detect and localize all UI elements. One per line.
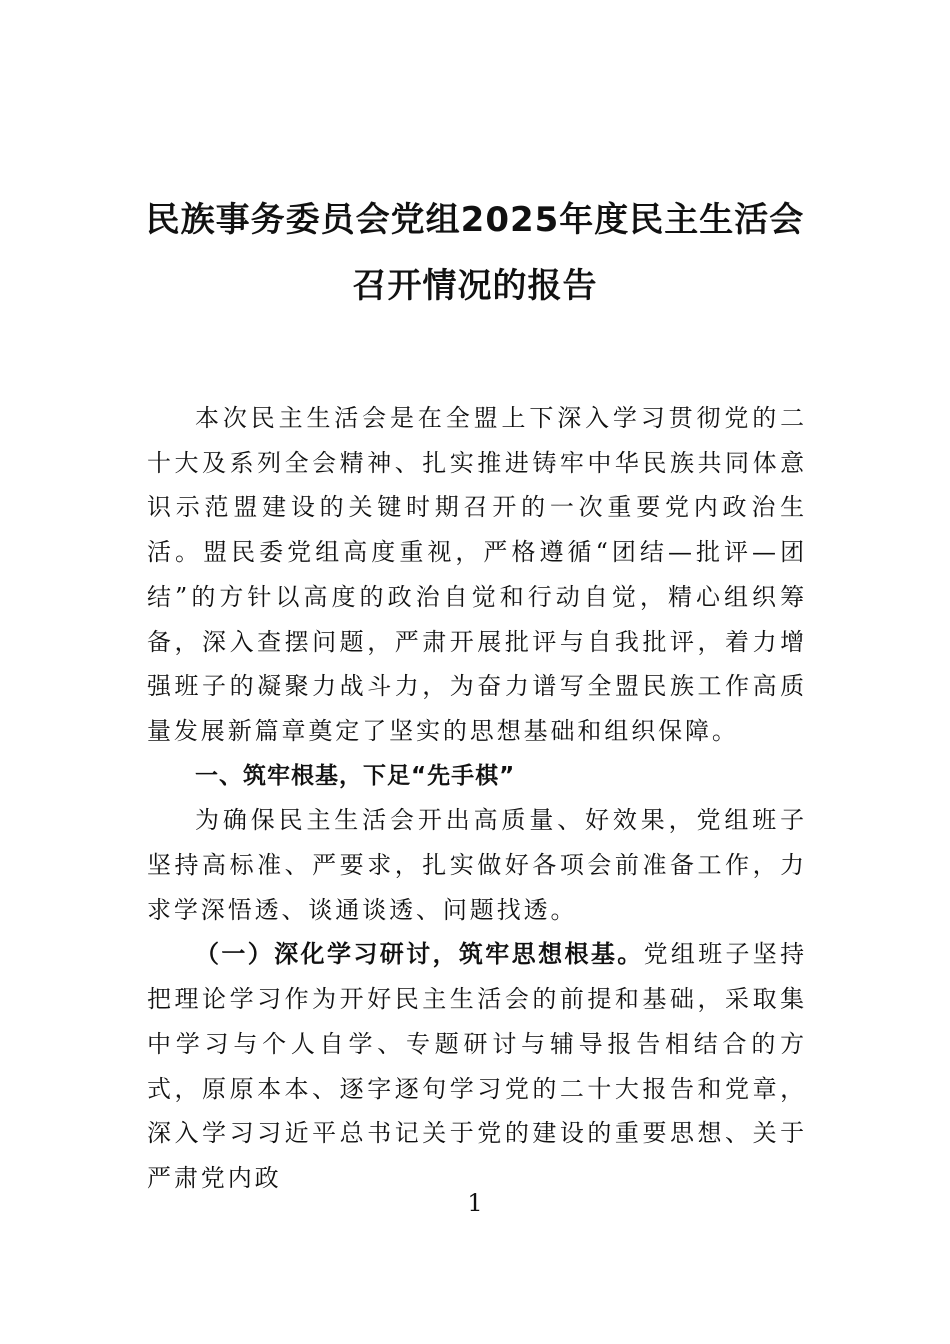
page-number: 1	[467, 1189, 483, 1217]
subsection-1-paragraph	[147, 932, 807, 1200]
document-title-line-1: 民族事务委员会党组2025年度民主生活会	[145, 200, 805, 240]
section-heading-1: 一、筑牢根基，下足“先手棋”	[195, 762, 516, 789]
document-title-line-2: 召开情况的报告	[352, 266, 598, 306]
subsection-1-lead: （一）深化学习研讨，筑牢思想根基。	[195, 940, 644, 969]
section-1-paragraph: 为确保民主生活会开出高质量、好效果，党组班子坚持高标准、严要求，扎实做好各项会前准备工作，力求学深悟透、谈通谈透、问题找透。	[147, 806, 807, 924]
document-body	[147, 396, 807, 1201]
intro-paragraph: 本次民主生活会是在全盟上下深入学习贯彻党的二十大及系列全会精神、扎实推进铸牢中华民族共同体意识示范盟建设的关键时期召开的一次重要党内政治生活。盟民委党组高度重视，严格遵循“团结—批评—团结”的方针以高度的政治自觉和行动自觉，精心组织筹备，深入查摆问题，严肃开展批评与自我批评，着力增强班子的凝聚力战斗力，为奋力谱写全盟民族工作高质量发展新篇章奠定了坚实的思想基础和组织保障。	[147, 404, 807, 745]
subsection-1-text: 党组班子坚持把理论学习作为开好民主生活会的前提和基础，采取集中学习与个人自学、专题研讨与辅导报告相结合的方式，原原本本、逐字逐句学习党的二十大报告和党章，深入学习习近平总书记关于党的建设的重要思想、关于严肃党内政	[147, 940, 807, 1192]
